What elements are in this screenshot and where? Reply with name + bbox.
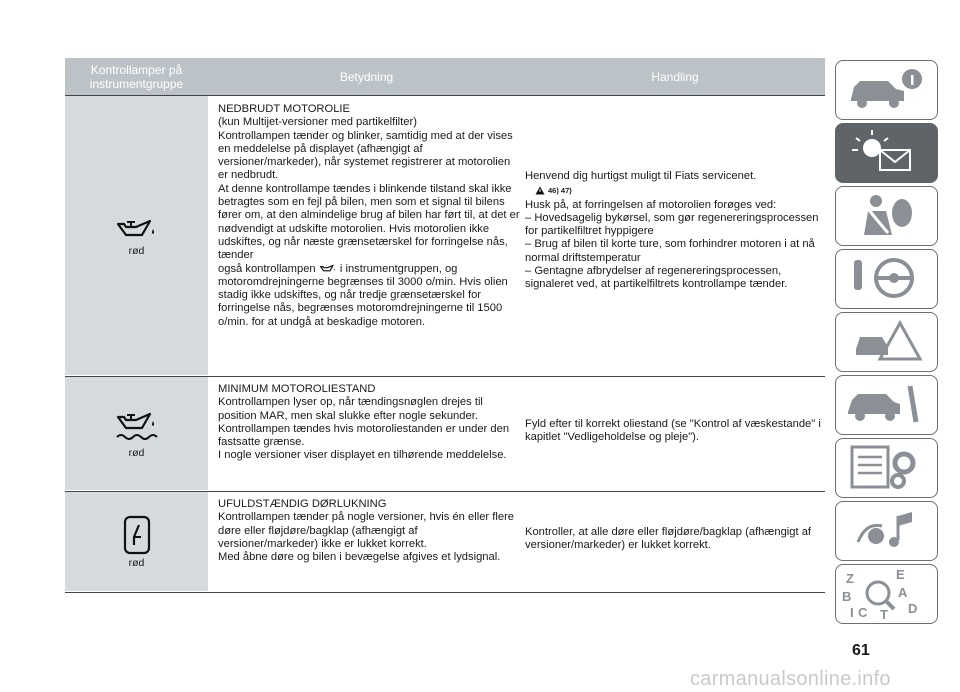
action-text: Fyld efter til korrekt oliestand (se "Kontrol af væskestande" i kapitlet "Vedligeholdelse og pleje"). [525,418,821,444]
emergency-tab[interactable] [835,312,938,372]
header-meaning-column: Betydning [208,58,525,95]
meaning-title: UFULDSTÆNDIG DØRLUKNING [218,498,387,510]
table-row-action [525,170,825,292]
meaning-text: også kontrollampen i instrumentgruppen, og [218,262,458,275]
header-action-column: Handling [525,58,825,95]
table-row-action [525,526,825,553]
warning-light-envelope-icon [836,124,936,180]
meaning-text: I nogle versioner viser displayet en tilhørende meddelelse. [218,449,507,462]
action-text: Husk på, at forringelsen af motorolien forøges ved: [525,198,777,211]
index-letter: E [896,567,905,582]
music-signal-icon [836,502,936,558]
door-open-icon [121,515,153,555]
oil-pressure-icon [114,215,160,243]
action-text: – Brug af bilen til korte ture, som forhindrer motoren i at nå normal driftstemperatur [525,238,815,264]
table-row-lamp [65,377,208,490]
car-wrench-icon [836,376,936,432]
index-tab[interactable] [835,564,938,624]
meaning-text: motoromdrejningerne begrænses til 3000 o/min. Hvis olien stadig ikke udskiftes, og når tredje grænsetærskel for forringelse nås, begrænses motoromdrejningerne til 1500 o/min. for at undgå at beskadige motoren. [218,275,508,328]
oil-level-icon [114,409,160,445]
header-lamp-column: Kontrollamper på instrumentgruppe [65,58,208,95]
table-row-meaning [218,498,520,564]
document-gear-icon [836,439,936,495]
lamp-color-label: rød [128,556,145,569]
warning-triangle-icon [535,186,545,195]
table-row-action [525,418,825,445]
safety-tab[interactable] [835,186,938,246]
table-row-lamp [65,96,208,375]
table-row-meaning [218,383,520,463]
oil-pressure-icon [319,263,337,274]
index-letter: B [842,589,852,604]
index-letter: I [850,605,854,620]
meaning-title: NEDBRUDT MOTOROLIE [218,103,350,115]
starting-driving-tab[interactable] [835,249,938,309]
index-letter: D [908,601,918,616]
table-row-lamp [65,492,208,591]
page-number: 61 [852,642,870,659]
meaning-text: At denne kontrollampe tændes i blinkende tilstand skal ikke betragtes som en fejl på bilen, men som et signal til bilens fører om, at den almindelige brug af bilen har ført til, at det er nødvendigt at udskifte motorolien. Hvis motorolien ikke udskiftes, og når næste grænsetærskel for forringelse nås, tænder [218,182,520,262]
action-text: Henvend dig hurtigst muligt til Fiats servicenet. [525,170,757,182]
action-text: – Hovedsagelig bykørsel, som gør regenereringsprocessen for partikelfiltret hyppigere [525,211,819,238]
meaning-title: MINIMUM MOTOROLIESTAND [218,383,376,395]
watermark: carmanualsonline.info [690,668,891,690]
meaning-text: Kontrollampen tænder og blinker, samtidig med at der vises en meddelelse på displayet (afhængigt af versioner/markeder), når systemet registrerer at motorolien er nedbrudt. [218,129,513,182]
warning-lights-tab[interactable] [835,123,938,183]
lamp-color-label: rød [128,244,145,257]
meaning-text: (kun Multijet-versioner med partikelfilter) [218,116,417,129]
index-letter: Z [846,571,854,586]
emergency-triangle-icon [836,313,936,369]
maintenance-tab[interactable] [835,375,938,435]
warning-reference: 46) 47) [535,184,825,197]
meaning-text: Kontrollampen lyser op, når tændingsnøglen drejes til position MAR, men skal slukke efter nogle sekunder. Kontrollampen tændes hvis motoroliestanden er under den fastsatte grænse. [218,396,510,449]
steering-wheel-key-icon [836,250,936,306]
multimedia-tab[interactable] [835,501,938,561]
table-row-meaning [218,103,520,329]
action-text: Kontroller, at alle døre eller fløjdøre/bagklap (afhængigt af versioner/markeder) er lukket korrekt. [525,526,812,552]
alphabet-index-icon [836,565,936,621]
technical-data-tab[interactable] [835,438,938,498]
seatbelt-airbag-icon [836,187,936,243]
index-letter: A [898,585,908,600]
index-letter: C [858,605,868,620]
lamp-color-label: rød [128,446,145,459]
index-letter: T [880,607,888,621]
car-info-tab[interactable] [835,60,938,120]
meaning-text: Kontrollampen tænder på nogle versioner, hvis én eller flere døre eller fløjdøre/bagklap (afhængigt af versioner/markeder) ikke er lukket korrekt. [218,511,515,550]
action-text: – Gentagne afbrydelser af regenereringsprocessen, signaleret ved, at partikelfiltrets kontrollampe tænder. [525,265,788,291]
car-info-icon [836,61,936,117]
row-divider [65,592,825,593]
meaning-text: Med åbne døre og bilen i bevægelse afgives et lydsignal. [218,551,501,564]
